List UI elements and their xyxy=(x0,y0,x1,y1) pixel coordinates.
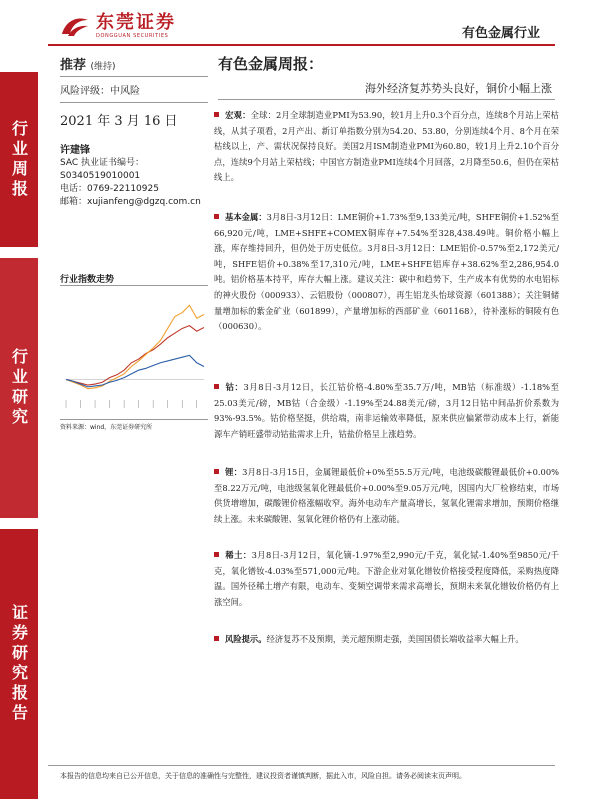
section-cobalt xyxy=(214,380,559,442)
analyst-info xyxy=(60,144,201,209)
chart-series-line-1 xyxy=(66,305,204,388)
industry-index-chart xyxy=(60,272,210,432)
section-text: 3月8日-3月12日：LME铜价+1.73%至9,133美元/吨，SHFE铜价+1.52%至66,920元/吨，LME+SHFE+COMEX铜库存+7.54%至328,438.49吨。铜价格小幅上涨，库存维持回升，但仍处于历史低位。3月8日-3月12日：LME铝价-0.57%至2,172美元/吨，SHFE铝价+0.38%至17,310元/吨，LME+SHFE铝库存+38.62%至2,286,954.0吨。铝价格基本持平，库存大幅上涨。建议关注：碳中和趋势下，生产成本有优势的水电铝标的神火股份（000933）、云铝股份（000807），再生铝龙头怡球资源（601388）；关注铜储量增加标的紫金矿业（601899），产量增加标的西部矿业（601168），待补涨标的铜陵有色（000630）。 xyxy=(214,212,559,332)
section-text: 3月8日-3月12日，氧化镝-1.97%至2,990元/千克，氧化铽-1.40%至9850元/千克，氧化镨钕-4.03%至571,000元/吨。下游企业对氧化镨钕价格接受程度降低，采购热度降温。国外径稀土增产有限，电动车、变频空调带来需求高增长，预期未来氧化镨钕价格仍有上涨空间。 xyxy=(214,550,559,607)
section-label: 基本金属： xyxy=(225,212,267,222)
sidebar-label: 证券研究报告 xyxy=(9,604,29,724)
logo-cn-text: 东莞证券 xyxy=(96,12,176,33)
section-text: 3月8日-3月12日，长江钴价格-4.80%至35.7万/吨，MB钴（标准级）-1.18%至25.03美元/磅，MB钴（合金级）-1.19%至24.88美元/磅，3月12日钴中间品折价系数为93%-93.5%。钴价格坚挺，供给端，南非运输效率降低，原来供应偏紧带动成本上行，新能源车产销旺盛带动钴盐需求上升，钴盐价格呈上涨趋势。 xyxy=(214,382,559,439)
disclaimer: 本报告的信息均来自已公开信息，关于信息的准确性与完整性，建议投资者谨慎判断，据此入市，风险自担。请务必阅读末页声明。 xyxy=(60,772,466,780)
rating-note: (维持) xyxy=(90,62,116,72)
section-base-metals xyxy=(214,210,559,335)
chart-plot xyxy=(60,288,210,420)
section-macro xyxy=(214,108,559,186)
industry-label: 有色金属行业 xyxy=(461,26,540,41)
analyst-phone: 电话：0769-22110925 xyxy=(60,184,159,194)
section-text: 3月8日-3月15日，金属锂最低价+0%至55.5万元/吨，电池级碳酸锂最低价+0.00%至8.22万元/吨，电池级氢氧化锂最低价+0.00%至9.05万元/吨，因国内大厂检修结束，市场供货增增加，碳酸锂价格涨幅收窄。海外电动车产量高增长，氢氧化锂需求增加，预期价格继续上涨。未来碳酸锂、氢氧化锂价格仍有上涨动能。 xyxy=(214,467,559,524)
section-label: 宏观： xyxy=(225,110,251,120)
sidebar-label: 行业周报 xyxy=(9,119,29,200)
sidebar-tag-weekly xyxy=(0,72,38,247)
chart-title: 行业指数走势 xyxy=(60,275,115,285)
page-header xyxy=(0,0,600,46)
header-rule xyxy=(48,44,555,46)
chart-source: 资料来源：wind，东莞证券研究所 xyxy=(60,424,153,431)
divider xyxy=(60,285,208,286)
divider xyxy=(60,76,208,77)
analyst-email: 邮箱：xujianfeng@dgzq.com.cn xyxy=(60,197,201,207)
sidebar-tag-research xyxy=(0,258,38,518)
section-lithium xyxy=(214,465,559,527)
report-subtitle: 海外经济复苏势头良好，铜价小幅上涨 xyxy=(365,82,552,95)
section-risk xyxy=(214,632,559,648)
section-label: 稀土： xyxy=(225,550,252,560)
bullet-icon xyxy=(214,112,219,117)
logo-en-text: DONGGUAN SECURITIES xyxy=(96,33,169,39)
divider xyxy=(60,102,208,103)
section-label: 风险提示。 xyxy=(225,634,267,644)
bullet-icon xyxy=(214,469,219,474)
sidebar-tag-report xyxy=(0,529,38,799)
report-date: 2021 年 3 月 16 日 xyxy=(60,114,178,129)
title-rule xyxy=(218,99,555,100)
chart-series-line-2 xyxy=(66,355,204,387)
cert-number: S0340519010001 xyxy=(60,171,141,181)
risk-rating: 风险评级：中风险 xyxy=(60,86,140,97)
bullet-icon xyxy=(214,384,219,389)
cert-label: SAC 执业证书编号： xyxy=(60,158,145,168)
divider xyxy=(60,419,208,420)
logo-mark-icon xyxy=(60,16,90,38)
bullet-icon xyxy=(214,636,219,641)
report-title: 有色金属周报： xyxy=(218,55,324,73)
section-text: 全球：2月全球制造业PMI为53.90，较1月上升0.3个百分点，连续8个月站上荣枯线，从其子项看，2月产出、新订单指数分别为54.20、53.80，分别连续4个月、8个月在荣枯线以上，产、需状况保持良好。美国2月ISM制造业PMI为60.80，较1月上升2.10个百分点，连续9个月站上荣枯线；中国官方制造业PMI连续4个月回落，2月降至50.6，但仍在荣枯线上。 xyxy=(214,110,559,183)
rating xyxy=(60,54,116,73)
sidebar-label: 行业研究 xyxy=(9,348,29,428)
rating-value: 推荐 xyxy=(60,58,87,73)
bullet-icon xyxy=(214,552,219,557)
footer-rule xyxy=(48,765,555,766)
section-label: 钴： xyxy=(225,382,244,392)
analyst-name: 许建锋 xyxy=(60,145,90,156)
chart-series-line-0 xyxy=(66,326,204,385)
section-rare-earth xyxy=(214,548,559,610)
company-logo xyxy=(60,14,176,39)
section-text: 经济复苏不及预期，美元超预期走强，美国国债长端收益率大幅上升。 xyxy=(266,634,524,644)
bullet-icon xyxy=(214,214,219,219)
section-label: 锂： xyxy=(225,467,243,477)
